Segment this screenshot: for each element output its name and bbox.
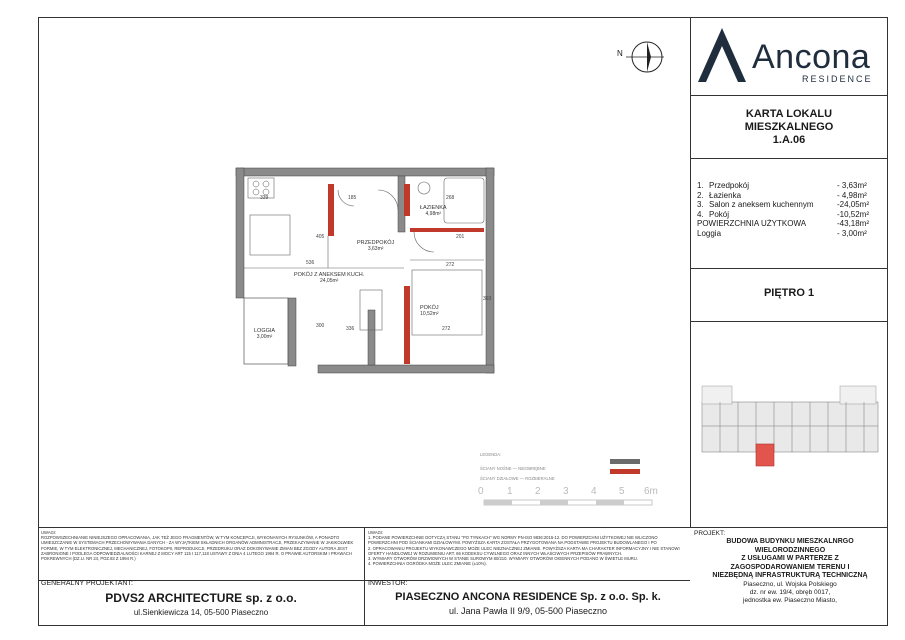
general-designer-label: GENERALNY PROJEKTANT: <box>41 580 133 587</box>
right-panel-divider <box>690 17 691 527</box>
investor-label: INWESTOR: <box>368 580 408 587</box>
room-row: 2. Łazienka - 4,98m² <box>697 190 867 200</box>
legend-partitions-label: ŚCIANY DZIAŁOWE — ROZBIERALNE <box>480 476 555 482</box>
project-label: PROJEKT: <box>694 530 726 537</box>
plan-room-label: POKÓJ 10,52m² <box>420 305 439 317</box>
legend <box>480 452 555 482</box>
room-table <box>697 181 885 238</box>
brand-sub: RESIDENCE <box>802 74 873 84</box>
general-designer-name: PDVS2 ARCHITECTURE sp. z o.o. <box>105 591 297 605</box>
ancona-logo-icon <box>694 26 754 86</box>
highlighted-unit <box>756 444 774 466</box>
scale-labels: 0 1 2 3 4 5 6m <box>478 486 658 497</box>
general-designer <box>41 580 361 617</box>
brand-logo <box>694 26 886 88</box>
legend-title: LEGENDA: <box>480 452 502 457</box>
plan-dimension: 185 <box>348 195 357 201</box>
plan-room-label: ŁAZIENKA 4,98m² <box>420 205 447 217</box>
notes-middle: UWAGI: 1. PODANE POWIERZCHNIE DOTYCZĄ STANU "PO TYNKACH" WG NORMY PN-ISO 9836:2015-12. DO POWIERZCHNI UŻYTKOWEJ NIE WLICZONO POWIERZCHNI POD ŚCIANKAMI DZIAŁOWYMI. POWYŻSZA KARTA ZOSTAŁA PRZYGOTOWANA NA PODSTAWIE PROJEKTU BUDOWLANEGO I PO 2. OPRACOWANIU PROJEKTU WYKONAWCZEGO MOŻE ULEC NIEZNACZNEJ ZMIANIE. POWYŻSZA KARTA MA CHARAKTER INFORMACYJNY I NIE STANOWI OFERTY HANDLOWEJ W ROZUMIENIU ART. 66 KODEKSU CYWILNEGO ORAZ INNYCH WŁAŚCIWYCH PRZEPISÓW PRAWNYCH. 3. WYMIARY OTWORÓW DRZWIOWYCH W STANIE SUROWYM 80/210. WYMIARY OTWORÓW OKIENNYCH PODANO W ŚWIETLE MURU. 4. POWIERZCHNIA OGRÓDKA MOŻE ULEC ZMIANIE (±10%). <box>368 530 680 567</box>
plan-dimension: 272 <box>442 326 451 332</box>
divider <box>38 527 888 528</box>
investor <box>368 580 688 616</box>
plan-room-label: PRZEDPOKÓJ 3,63m² <box>357 240 395 252</box>
plan-dimension: 268 <box>446 195 455 201</box>
floor-label: PIĘTRO 1 <box>763 287 815 299</box>
scale-bar <box>482 498 662 508</box>
divider <box>364 527 365 626</box>
card-title-line2: MIESZKALNEGO <box>744 121 834 133</box>
plan-room-label: LOGGIA 3,00m² <box>254 328 276 340</box>
plan-dimension: 336 <box>346 326 355 332</box>
plan-dimension: 536 <box>306 260 315 266</box>
card-title-line1: KARTA LOKALU <box>745 108 833 120</box>
general-designer-address: ul.Sienkiewicza 14, 05-500 Piaseczno <box>133 608 269 617</box>
card-title <box>690 108 888 147</box>
divider <box>690 95 888 96</box>
divider <box>690 321 888 322</box>
notes-left: UWAGI: ROZPOWSZECHNIANIE NINIEJSZEGO OPRACOWANIA, JAK TEŻ JEGO FRAGMENTÓW, W TYM KONCEPCJI, WYKONANYCH RYSUNKÓW, A PONADTO UMIESZCZANIE W SYSTEMACH PRZECHOWYWANIA DANYCH - ZA WYJĄTKIEM SKŁADNICH ORGANÓW ADMINISTRACJI, PRZEKAZYWANIE W JAKIKOLWIEK FORMIE, W TYM ELEKTRONICZNEJ, MECHANICZNEJ, FOTOKOPII, REPRODUKCJI, PRZEDRUKU ORAZ DOKONYWANIE ZMIAN BEZ ZGODY AUTORA JEST ZABRONIONE I PODLEGA ODPOWIEDZIALNOŚCI KARNEJ Z MOCY ART 115 I 117,118 USTAWY Z DNIA 4 LUTEGO 1994 R. O PRAWIE AUTORSKIM I PRAWACH POKREWNYCH (DZ.U. NR 24, POZ.83 Z 1994 R.) <box>41 530 354 562</box>
legend-walls-swatch <box>610 459 640 464</box>
room-row: 4. Pokój -10,52m² <box>697 209 870 219</box>
investor-name: PIASECZNO ANCONA RESIDENCE Sp. z o.o. Sp. k. <box>395 591 661 603</box>
floor-plan <box>228 160 503 380</box>
total-row: POWIERZCHNIA UŻYTKOWA -43,18m² <box>697 219 870 228</box>
investor-address: ul. Jana Pawła II 9/9, 05-500 Piaseczno <box>448 606 608 616</box>
divider <box>690 158 888 159</box>
legend-partitions-swatch <box>610 469 640 474</box>
legend-walls-label: ŚCIANY NOŚNE — NIEOBRĘBNE <box>480 466 546 472</box>
compass-label: N <box>617 49 623 58</box>
room-row: 1. Przedpokój - 3,63m² <box>697 181 867 190</box>
plan-dimension: 339 <box>260 195 269 201</box>
divider <box>690 268 888 269</box>
key-plan <box>700 382 882 468</box>
project: PROJEKT: BUDOWA BUDYNKU MIESZKALNRGO WIELORODZINNEGO Z USŁUGAMI W PARTERZE Z ZAGOSPODAROWANIEM TERENU I NIEZBĘDNĄ INFRASTRUKTURĄ TECHNICZNĄ Piaseczno, ul. Wojska Polskiego dz. nr ew. 19/4, obręb 0017, jednostka ew. Piaseczno Miasto, <box>694 530 886 605</box>
unit-number: 1.A.06 <box>772 134 806 146</box>
plan-dimension: 300 <box>316 323 325 329</box>
brand-name: Ancona <box>752 38 871 76</box>
plan-dimension: 201 <box>456 234 465 240</box>
loggia-row: Loggia - 3,00m² <box>697 228 867 238</box>
plan-dimension: 405 <box>316 234 325 240</box>
plan-room-label: POKÓJ Z ANEKSEM KUCH. 24,05m² <box>294 272 365 284</box>
plan-dimension: 393 <box>483 296 492 302</box>
room-row: 3. Salon z aneksem kuchennym -24,05m² <box>697 200 870 209</box>
plan-dimension: 272 <box>446 262 455 268</box>
